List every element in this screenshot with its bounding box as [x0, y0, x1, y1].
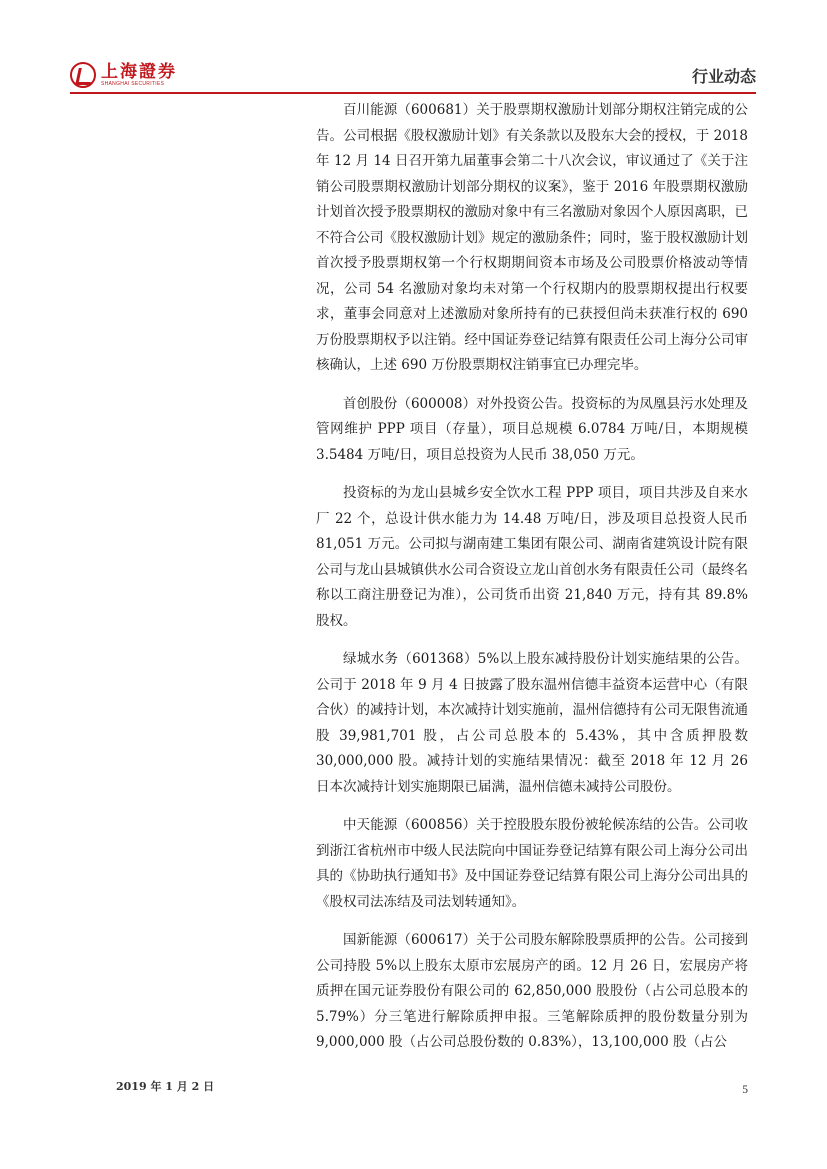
paragraph-lvcheng: 绿城水务（601368）5%以上股东减持股份计划实施结果的公告。公司于 2018 年 9 月 4 日披露了股东温州信德丰益资本运营中心（有限合伙）的减持计划，本次减持计划实施前，温州信德持有公司无限售流通股 39,981,701 股，占公司总股本的 5.43%，其中含质押股数 30,000,000 股。减持计划的实施结果情况：截至 2018 年 12 月 26 日本次减持计划实施期限已届满，温州信德未减持公司股份。 — [316, 651, 748, 795]
company-logo — [70, 56, 177, 94]
header-divider — [70, 92, 756, 94]
page-header — [70, 56, 756, 94]
logo-icon — [70, 62, 96, 88]
paragraph-shouchuang-longshan: 投资标的为龙山县城乡安全饮水工程 PPP 项目，项目共涉及自来水厂 22 个，总设计供水能力为 14.48 万吨/日，涉及项目总投资人民币 81,051 万元。公司拟与湖南建工集团有限公司、湖南省建筑设计院有限公司与龙山县城镇供水公司合资设立龙山首创水务有限责任公司（最终名称以工商注册登记为准），公司货币出资 21,840 万元，持有其 89.8%股权。 — [316, 485, 748, 629]
logo-name: 上海證券 — [101, 61, 177, 82]
logo-english-name: SHANGHAI SECURITIES — [101, 80, 165, 87]
paragraph-zhongtian: 中天能源（600856）关于控股股东股份被轮候冻结的公告。公司收到浙江省杭州市中级人民法院向中国证券登记结算有限公司上海分公司出具的《协助执行通知书》及中国证券登记结算有限公司上海分公司出具的《股权司法冻结及司法划转通知》。 — [316, 817, 748, 910]
report-date: 2019 年 1 月 2 日 — [116, 1080, 215, 1093]
paragraph-shouchuang-fenghuang: 首创股份（600008）对外投资公告。投资标的为凤凰县污水处理及管网维护 PPP 项目（存量），项目总规模 6.0784 万吨/日，本期规模 3.5484 万吨/日，项目总投资为人民币 38,050 万元。 — [316, 395, 748, 463]
paragraph-guoxin: 国新能源（600617）关于公司股东解除股票质押的公告。公司接到公司持股 5%以上股东太原市宏展房产的函。12 月 26 日，宏展房产将质押在国元证券股份有限公司的 62,850,000 股股份（占公司总股本的 5.79%）分三笔进行解除质押申报。三笔解除质押的股份数量分别为 9,000,000 股（占公司总股份数的 0.83%），13,100,000 股（占公 — [316, 932, 748, 1050]
paragraph-baichuan: 百川能源（600681）关于股票期权激励计划部分期权注销完成的公告。公司根据《股权激励计划》有关条款以及股东大会的授权，于 2018 年 12 月 14 日召开第九届董事会第二十八次会议，审议通过了《关于注销公司股票期权激励计划部分期权的议案》，鉴于 2016 年股票期权激励计划首次授予股票期权的激励对象中有三名激励对象因个人原因离职，已不符合公司《股权激励计划》规定的激励条件；同时，鉴于股权激励计划首次授予股票期权第一个行权期期间资本市场及公司股票价格波动等情况，公司 54 名激励对象均未对第一个行权期内的股票期权提出行权要求，董事会同意对上述激励对象所持有的已获授但尚未获准行权的 690 万份股票期权予以注销。经中国证券登记结算有限责任公司上海分公司审核确认，上述 690 万份股票期权注销事宜已办理完毕。 — [316, 102, 748, 373]
page-number: 5 — [742, 1084, 748, 1096]
section-title: 行业动态 — [691, 67, 756, 86]
main-content — [316, 98, 748, 1069]
